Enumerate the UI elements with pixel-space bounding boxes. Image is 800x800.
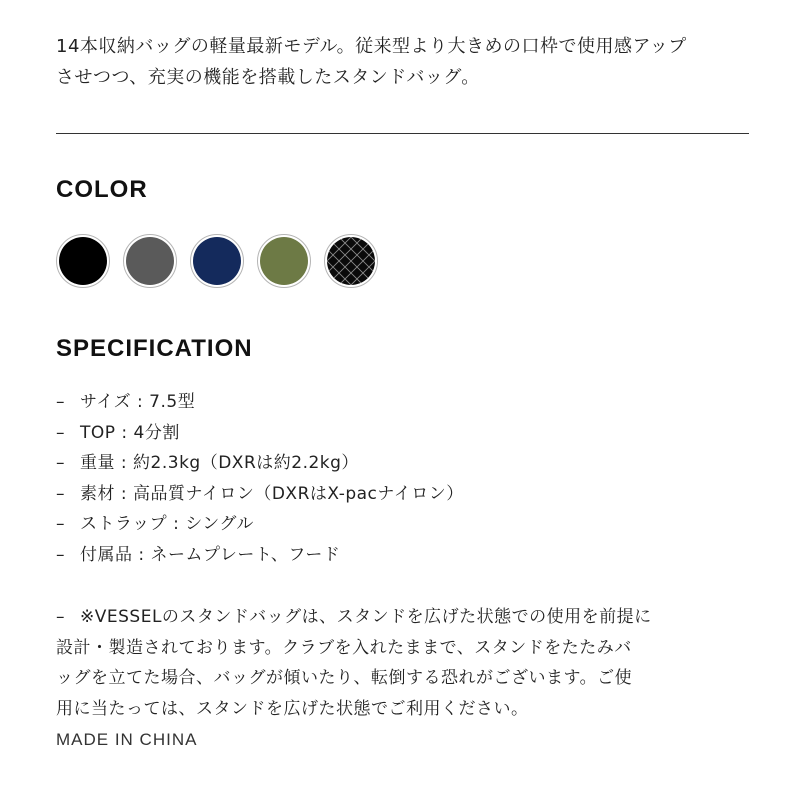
spec-item-text: TOP : 4分割: [80, 422, 180, 443]
bullet-dash: –: [56, 453, 65, 473]
bullet-dash: –: [56, 607, 65, 627]
specification-list: [56, 387, 464, 570]
color-swatch-olive[interactable]: [257, 234, 311, 288]
spec-item-strap: [56, 509, 464, 540]
spec-item-top: [56, 418, 464, 449]
spec-item-material: [56, 479, 464, 510]
bullet-dash: –: [56, 422, 65, 443]
bullet-dash: –: [56, 544, 65, 565]
product-description: [56, 31, 750, 93]
color-swatch-black[interactable]: [56, 234, 110, 288]
swatch-fill-pattern: [327, 237, 375, 285]
spec-item-text: 重量 : 約2.3kg（DXRは約2.2kg）: [80, 453, 359, 473]
note-text: [56, 602, 652, 724]
swatch-fill: [126, 237, 174, 285]
diamond-pattern-icon: [327, 237, 375, 285]
swatch-fill: [260, 237, 308, 285]
swatch-fill: [59, 237, 107, 285]
note-line-1: ※VESSELのスタンドバッグは、スタンドを広げた状態での使用を前提に: [80, 607, 652, 627]
color-heading: COLOR: [56, 176, 148, 203]
bullet-dash: –: [56, 392, 65, 412]
specification-heading: SPECIFICATION: [56, 335, 253, 362]
spec-item-accessories: [56, 540, 464, 571]
note-line-2: 設計・製造されております。クラブを入れたままで、スタンドをたたみバ: [56, 637, 632, 658]
description-line-1: 14本収納バッグの軽量最新モデル。従来型より大きめの口枠で使用感アップ: [56, 36, 687, 57]
country-of-origin: MADE IN CHINA: [56, 730, 198, 749]
bullet-dash: –: [56, 483, 65, 504]
usage-note: [56, 602, 750, 724]
note-line-4: 用に当たっては、スタンドを広げた状態でご利用ください。: [56, 698, 529, 719]
color-swatch-navy[interactable]: [190, 234, 244, 288]
color-swatch-black-x-pac[interactable]: [324, 234, 378, 288]
spec-item-size: [56, 387, 464, 418]
spec-item-text: 素材 : 高品質ナイロン（DXRはX-pacナイロン）: [80, 483, 464, 504]
spec-item-text: ストラップ : シングル: [80, 514, 254, 534]
spec-item-text: サイズ : 7.5型: [80, 392, 196, 412]
bullet-dash: –: [56, 514, 65, 534]
section-divider: [56, 133, 749, 134]
color-swatch-list: [56, 234, 378, 288]
swatch-fill: [193, 237, 241, 285]
spec-item-weight: [56, 448, 464, 479]
color-swatch-gray[interactable]: [123, 234, 177, 288]
spec-item-text: 付属品 : ネームプレート、フード: [80, 544, 341, 565]
note-line-3: ッグを立てた場合、バッグが傾いたり、転倒する恐れがございます。ご使: [56, 668, 633, 688]
description-line-2: させつつ、充実の機能を搭載したスタンドバッグ。: [56, 67, 480, 88]
